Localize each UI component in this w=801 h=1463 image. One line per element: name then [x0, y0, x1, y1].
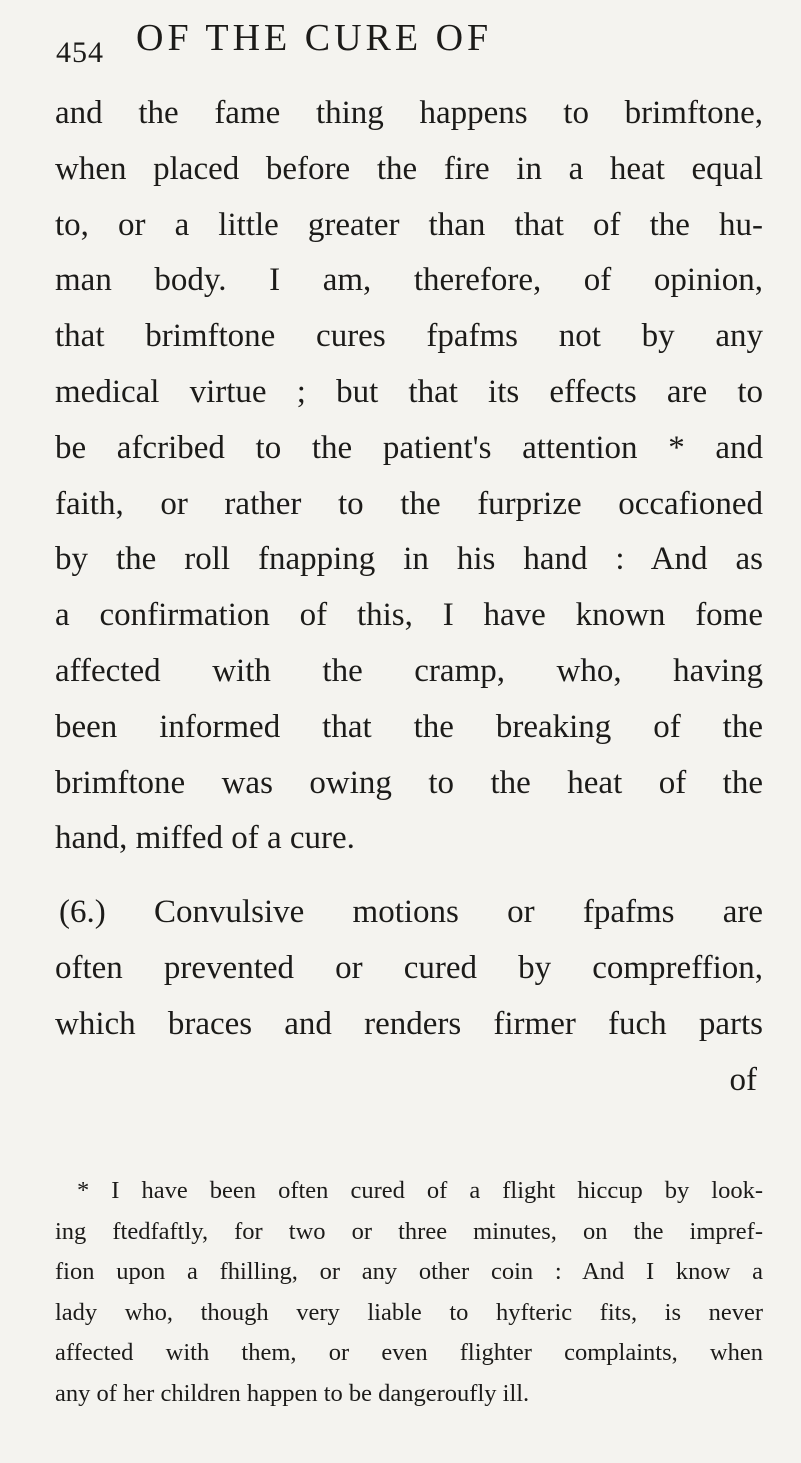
text-line: by the roll fnapping in his hand : And as — [55, 541, 763, 578]
text-line: and the fame thing happens to brimftone, — [55, 95, 763, 131]
text-line: been informed that the breaking of the — [55, 708, 763, 745]
text-line: that brimftone cures fpafms not by any — [55, 318, 763, 355]
footnote-line: any of her children happen to be dangeroufly ill. — [55, 1379, 530, 1407]
footnote-line: affected with them, or even flighter complaints, when — [55, 1339, 763, 1366]
footnote — [55, 1171, 763, 1414]
text-line: (6.) Convulsive motions or fpafms are — [59, 894, 763, 931]
text-line: to, or a little greater than that of the hu- — [55, 206, 763, 243]
text-line: be afcribed to the patient's attention * and — [55, 429, 763, 466]
text-line: faith, or rather to the furprize occafioned — [55, 485, 763, 522]
text-line: which braces and renders firmer fuch parts — [55, 1005, 763, 1042]
catchword: of — [729, 1061, 757, 1098]
text-line: man body. I am, therefore, of opinion, — [55, 262, 763, 299]
page-header — [56, 10, 756, 74]
running-head: OF THE CURE OF — [136, 17, 493, 59]
footnote-line: fion upon a fhilling, or any other coin : And I know a — [55, 1258, 763, 1285]
text-line: medical virtue ; but that its effects are to — [55, 373, 763, 410]
footnote-line: lady who, though very liable to hyfteric fits, is never — [55, 1298, 763, 1326]
text-line: affected with the cramp, who, having — [55, 652, 763, 689]
paragraph-1 — [55, 86, 763, 867]
text-line: hand, miffed of a cure. — [55, 820, 355, 857]
page-number: 454 — [56, 36, 104, 69]
main-text — [55, 86, 763, 1108]
footnote-line: * I have been often cured of a flight hiccup by look- — [77, 1177, 763, 1204]
text-line: when placed before the fire in a heat equal — [55, 150, 763, 187]
footnote-line: ing ftedfaftly, for two or three minutes, on the impref- — [55, 1217, 763, 1245]
paragraph-2 — [55, 885, 763, 1108]
text-line: often prevented or cured by compreffion, — [55, 949, 763, 986]
text-line: brimftone was owing to the heat of the — [55, 764, 763, 801]
text-line: a confirmation of this, I have known fome — [55, 597, 763, 634]
